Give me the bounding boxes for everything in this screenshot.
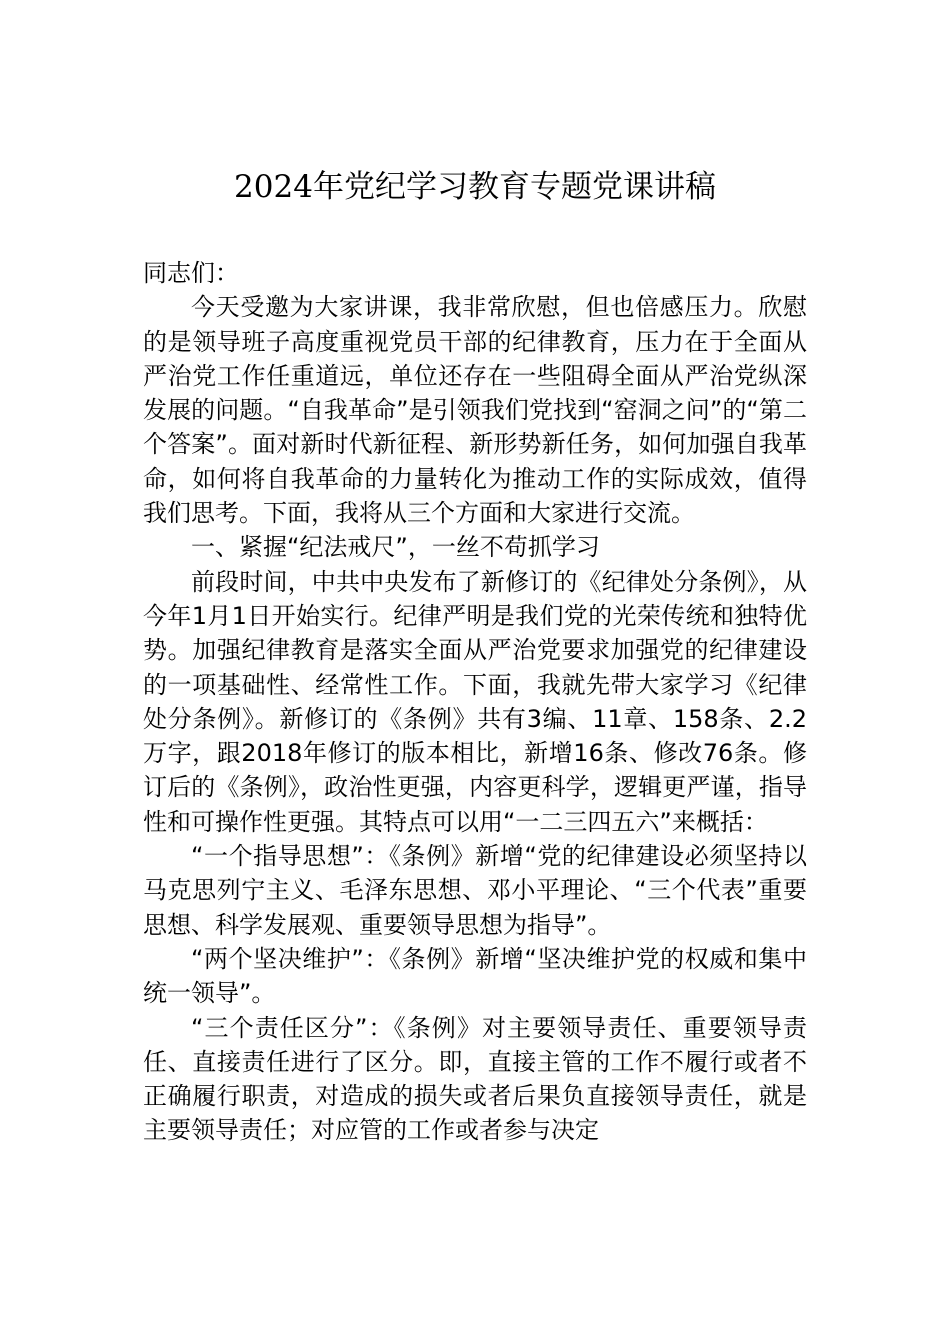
document-body <box>143 256 807 1148</box>
paragraph-two-safeguards: “两个坚决维护”：《条例》新增“坚决维护党的权威和集中统一领导”。 <box>143 944 807 1008</box>
salutation: 同志们： <box>143 259 239 287</box>
section-heading-1: 一、紧握“纪法戒尺”，一丝不苟抓学习 <box>191 533 600 562</box>
paragraph-guiding-thought: “一个指导思想”：《条例》新增“党的纪律建设必须坚持以马克思列宁主义、毛泽东思想、邓小平理论、“三个代表”重要思想、科学发展观、重要领导思想为指导”。 <box>143 842 807 939</box>
paragraph-regulation: 前段时间，中共中央发布了新修订的《纪律处分条例》，从今年1月1日开始实行。纪律严明是我们党的光荣传统和独特优势。加强纪律教育是落实全面从严治党要求加强党的纪律建设的一项基础性、经常性工作。下面，我就先带大家学习《纪律处分条例》。新修订的《条例》共有3编、11章、158条、2.2万字，跟2018年修订的版本相比，新增16条、修改76条。修订后的《条例》，政治性更强，内容更科学，逻辑更严谨，指导性和可操作性更强。其特点可以用“一二三四五六”来概括： <box>143 567 807 836</box>
paragraph-intro: 今天受邀为大家讲课，我非常欣慰，但也倍感压力。欣慰的是领导班子高度重视党员干部的纪律教育，压力在于全面从严治党工作任重道远，单位还存在一些阻碍全面从严治党纵深发展的问题。“自我革命”是引领我们党找到“窑洞之问”的“第二个答案”。面对新时代新征程、新形势新任务，如何加强自我革命，如何将自我革命的力量转化为推动工作的实际成效，值得我们思考。下面，我将从三个方面和大家进行交流。 <box>143 293 807 528</box>
paragraph-three-responsibilities: “三个责任区分”：《条例》对主要领导责任、重要领导责任、直接责任进行了区分。即，直接主管的工作不履行或者不正确履行职责，对造成的损失或者后果负直接领导责任，就是主要领导责任；对应管的工作或者参与决定 <box>143 1013 807 1145</box>
document-title: 2024年党纪学习教育专题党课讲稿 <box>234 169 716 205</box>
